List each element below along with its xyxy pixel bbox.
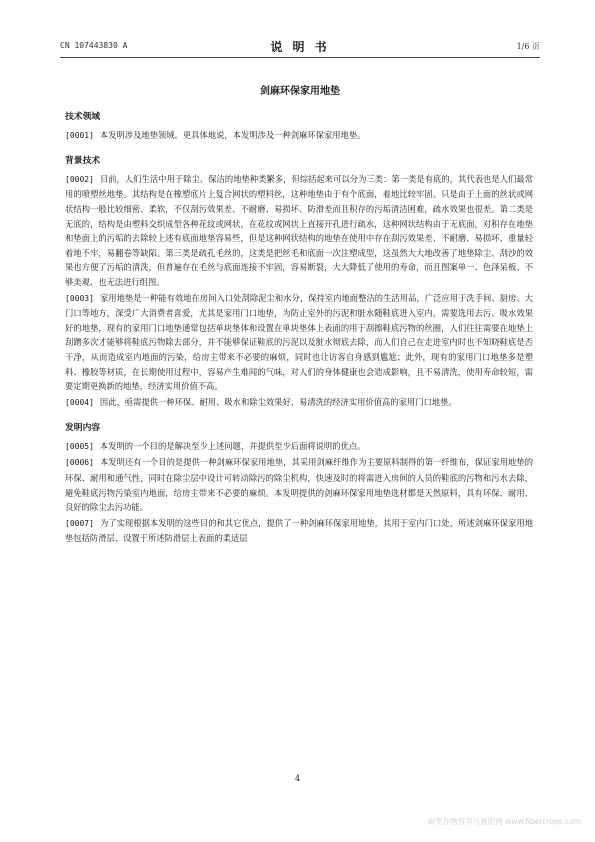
paragraph-text: 因此，亟需提供一种环保、耐用、吸水和除尘效果好、易清洗的经济实用价值高的家用门口地垫。 xyxy=(99,396,457,407)
paragraph-text: 本发明的一个目的是解决至少上述问题，并提供至少后面将说明的优点。 xyxy=(99,440,366,451)
paragraph-text: 家用地垫是一种能有效地在房间入口处刮除泥尘和水分，保持室内地面整洁的生活用品，广泛应用于洗手间、厨房、大门口等地方，深受广大消费者喜爱，尤其是家用门口地垫，为防止室外的污泥和脏水随鞋底进入室内，需要选用去污、吸水效果好的地垫，现有的家用门口地垫通常包括单块垫体和设置在单块垫体上表面的用于刮擦鞋底污物的丝圈，人们往往需要在地垫上刮蹭多次才能够将鞋底污物除去部分，并不能够保证鞋底的污泥以及脏水彻底去除，而人们自己在走进室内时也不知晓鞋底是否干净，从而造成室内地面的污染，给房主带来不必要的麻烦，同时也让访客自身感到尴尬；此外，现有的家用门口地垫多是塑料、橡胶等材质，在长期使用过程中，容易产生难闻的气味，对人们的身体健康也会造成影响，且不易清洗，使用寿命较短，需要定期更换新的地垫，经济实用价值不高。 xyxy=(65,292,533,392)
paragraph-number: [0005] xyxy=(65,441,94,451)
header-divider xyxy=(60,57,540,58)
paragraph-0002 xyxy=(65,172,533,290)
document-title: 剑麻环保家用地垫 xyxy=(260,86,340,97)
paragraph-number: [0001] xyxy=(65,130,94,140)
paragraph-0005 xyxy=(65,439,533,455)
paragraph-0004 xyxy=(65,395,533,411)
paragraph-text: 本发明涉及地垫领域。更具体地说，本发明涉及一种剑麻环保家用地垫。 xyxy=(99,129,366,140)
paragraph-number: [0002] xyxy=(65,174,94,184)
section-heading-field: 技术领域 xyxy=(65,112,101,122)
paragraph-text: 为了实现根据本发明的这些目的和其它优点，提供了一种剑麻环保家用地垫，其用于室内门口处，所述剑麻环保家用地垫包括防滑层、设置于所述防滑层上表面的柔适层 xyxy=(65,517,533,544)
paragraph-number: [0004] xyxy=(65,397,94,407)
document-type: 说 明 书 xyxy=(270,40,330,54)
section-heading-background: 背景技术 xyxy=(65,156,101,167)
paragraph-text: 本发明还有一个目的是提供一种剑麻环保家用地垫，其采用剑麻纤维作为主要原料制得的第一纤维布，保证家用地垫的环保、耐用和通气性，同时在除尘层中设计可转动除污的除尘机构，快速及时的将需进入房间的人员的鞋底的污物和污水去除，避免鞋底污物污染室内地面，给房主带来不必要的麻烦。本发明提供的剑麻环保家用地垫选材都是天然原料，具有环保、耐用、良好的除尘去污功能。 xyxy=(65,457,533,513)
page-indicator: 1/6 页 xyxy=(516,42,540,51)
paragraph-0003 xyxy=(65,291,533,394)
page-header xyxy=(60,38,540,54)
paragraph-number: [0006] xyxy=(65,458,94,468)
paragraph-0001 xyxy=(65,128,533,144)
paragraph-text: 目前，人们生活中用于除尘、保洁的地垫种类繁多，但综括起来可以分为三类：第一类是有底的，其代表也是人们最常用的喷塑丝地垫。其结构是在橡塑底片上复合网状的塑料丝，这种地垫由于有个底面，着地比较牢固。只是由于上面的丝状或网状结构一般比较细密、柔软，不仅刮污效果差、不耐磨、易损坏、防滑差而且积存的污垢清洁困难，疏水效果也很差。第二类是无底的，结构是由塑料交织成型各种花纹或网状，在花纹或网状上直接开孔进行疏水，这种网状结构由于无底面，对积存在地垫和垫面上的污垢的去除较上述有底面地垫容易些，但是这种网状结构的地垫在使用中存在刮污效果差、不耐磨、易损坏、重量轻着地不牢，易翻卷等缺陷。第三类是疏孔毛丝的，这类是把丝毛和底面一次注塑成型，这虽然大大地改善了地垫除尘、刮沙的效果也方便了污垢的清洗，但普遍存在毛丝与底面连接不牢固，容易断裂，大大降低了使用的寿命，而且图案单一、色泽呆板、不够美观、也无法进行组图。 xyxy=(65,173,533,287)
paragraph-0006 xyxy=(65,455,533,514)
page-number: 4 xyxy=(294,774,301,783)
paragraph-number: [0007] xyxy=(65,518,94,528)
document-body xyxy=(65,110,533,547)
site-watermark: 麻类作物营养与施肥网 www.fibercrops.com xyxy=(427,817,581,826)
paragraph-0007 xyxy=(65,516,533,546)
paragraph-number: [0003] xyxy=(65,293,94,303)
section-heading-summary: 发明内容 xyxy=(65,423,101,434)
patent-number: CN 107443830 A xyxy=(60,41,128,50)
